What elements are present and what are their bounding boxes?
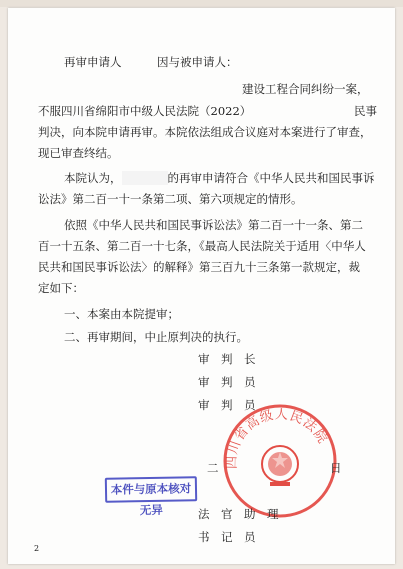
ruling-2 bbox=[64, 330, 248, 344]
intro-text-3: 判决，向本院申请再审。本院依法组成合议庭对本案进行了审查， bbox=[38, 125, 372, 139]
date-right-text: 日 bbox=[330, 461, 342, 475]
presiding-judge-line bbox=[198, 352, 256, 366]
national-emblem-icon bbox=[262, 446, 298, 486]
intro-line-1 bbox=[242, 82, 369, 96]
judge-1-label: 审 判 员 bbox=[198, 375, 256, 389]
basis-text-1: 依照《中华人民共和国民事诉讼法》第二百一十一条、第二 bbox=[64, 218, 363, 232]
respondent-label: 因与被申请人： bbox=[157, 55, 238, 69]
court-seal bbox=[221, 402, 339, 520]
intro-line-3 bbox=[38, 125, 372, 139]
date-left bbox=[207, 461, 219, 475]
reasoning-line-1 bbox=[64, 171, 375, 185]
basis-text-3: 民共和国民事诉讼法〉的解释》第三百九十三条第一款规定，裁 bbox=[38, 260, 360, 274]
svg-text:四川省高级人民法院: 四川省高级人民法院 bbox=[224, 407, 331, 470]
page-number bbox=[34, 542, 39, 556]
basis-line-3 bbox=[38, 260, 360, 274]
verification-stamp: 本件与原本核对无异 bbox=[105, 476, 197, 503]
judge-1-line bbox=[198, 375, 256, 389]
intro-text-2: 不服四川省绵阳市中级人民法院（2022） bbox=[38, 104, 252, 118]
page-number-text: 2 bbox=[34, 544, 40, 553]
document-page bbox=[8, 8, 395, 564]
intro-text-4: 现已审查终结。 bbox=[38, 146, 119, 160]
parties-line bbox=[64, 55, 122, 69]
assistant-label: 法 官 助 理 bbox=[198, 507, 279, 521]
ruling-1 bbox=[64, 307, 179, 321]
basis-line-2 bbox=[38, 239, 366, 253]
basis-line-4 bbox=[38, 281, 84, 295]
ruling-text-1: 一、本案由本院提审； bbox=[64, 307, 179, 321]
reasoning-text-2: 讼法》第二百一十一条第二项、第六项规定的情形。 bbox=[38, 192, 303, 206]
reasoning-text-1-left: 本院认为， bbox=[64, 171, 122, 185]
intro-line-2 bbox=[38, 104, 251, 118]
presiding-judge-label: 审 判 长 bbox=[198, 352, 256, 366]
clerk-label: 书 记 员 bbox=[198, 530, 256, 544]
applicant-label: 再审申请人 bbox=[64, 55, 122, 69]
date-right bbox=[330, 461, 342, 475]
top-margin-bar bbox=[0, 0, 403, 7]
intro-line-4 bbox=[38, 146, 119, 160]
assistant-line bbox=[198, 507, 279, 521]
ruling-text-2: 二、再审期间，中止原判决的执行。 bbox=[64, 330, 248, 344]
reasoning-line-2 bbox=[38, 192, 303, 206]
basis-text-4: 定如下： bbox=[38, 281, 84, 295]
intro-text-1: 建设工程合同纠纷一案， bbox=[242, 82, 369, 96]
respondent-line bbox=[157, 55, 238, 69]
intro-line-2-right bbox=[354, 104, 377, 118]
basis-line-1 bbox=[64, 218, 363, 232]
reasoning-text-1-right: 的再审申请符合《中华人民共和国民事诉 bbox=[167, 171, 375, 185]
judge-2-label: 审 判 员 bbox=[198, 398, 256, 412]
redacted-name bbox=[122, 171, 168, 185]
clerk-line bbox=[198, 530, 256, 544]
basis-text-2: 百一十五条、第二百一十七条，《最高人民法院关于适用〈中华人 bbox=[38, 239, 366, 253]
intro-text-2-right: 民事 bbox=[354, 104, 377, 118]
date-left-text: 二 bbox=[207, 461, 219, 475]
